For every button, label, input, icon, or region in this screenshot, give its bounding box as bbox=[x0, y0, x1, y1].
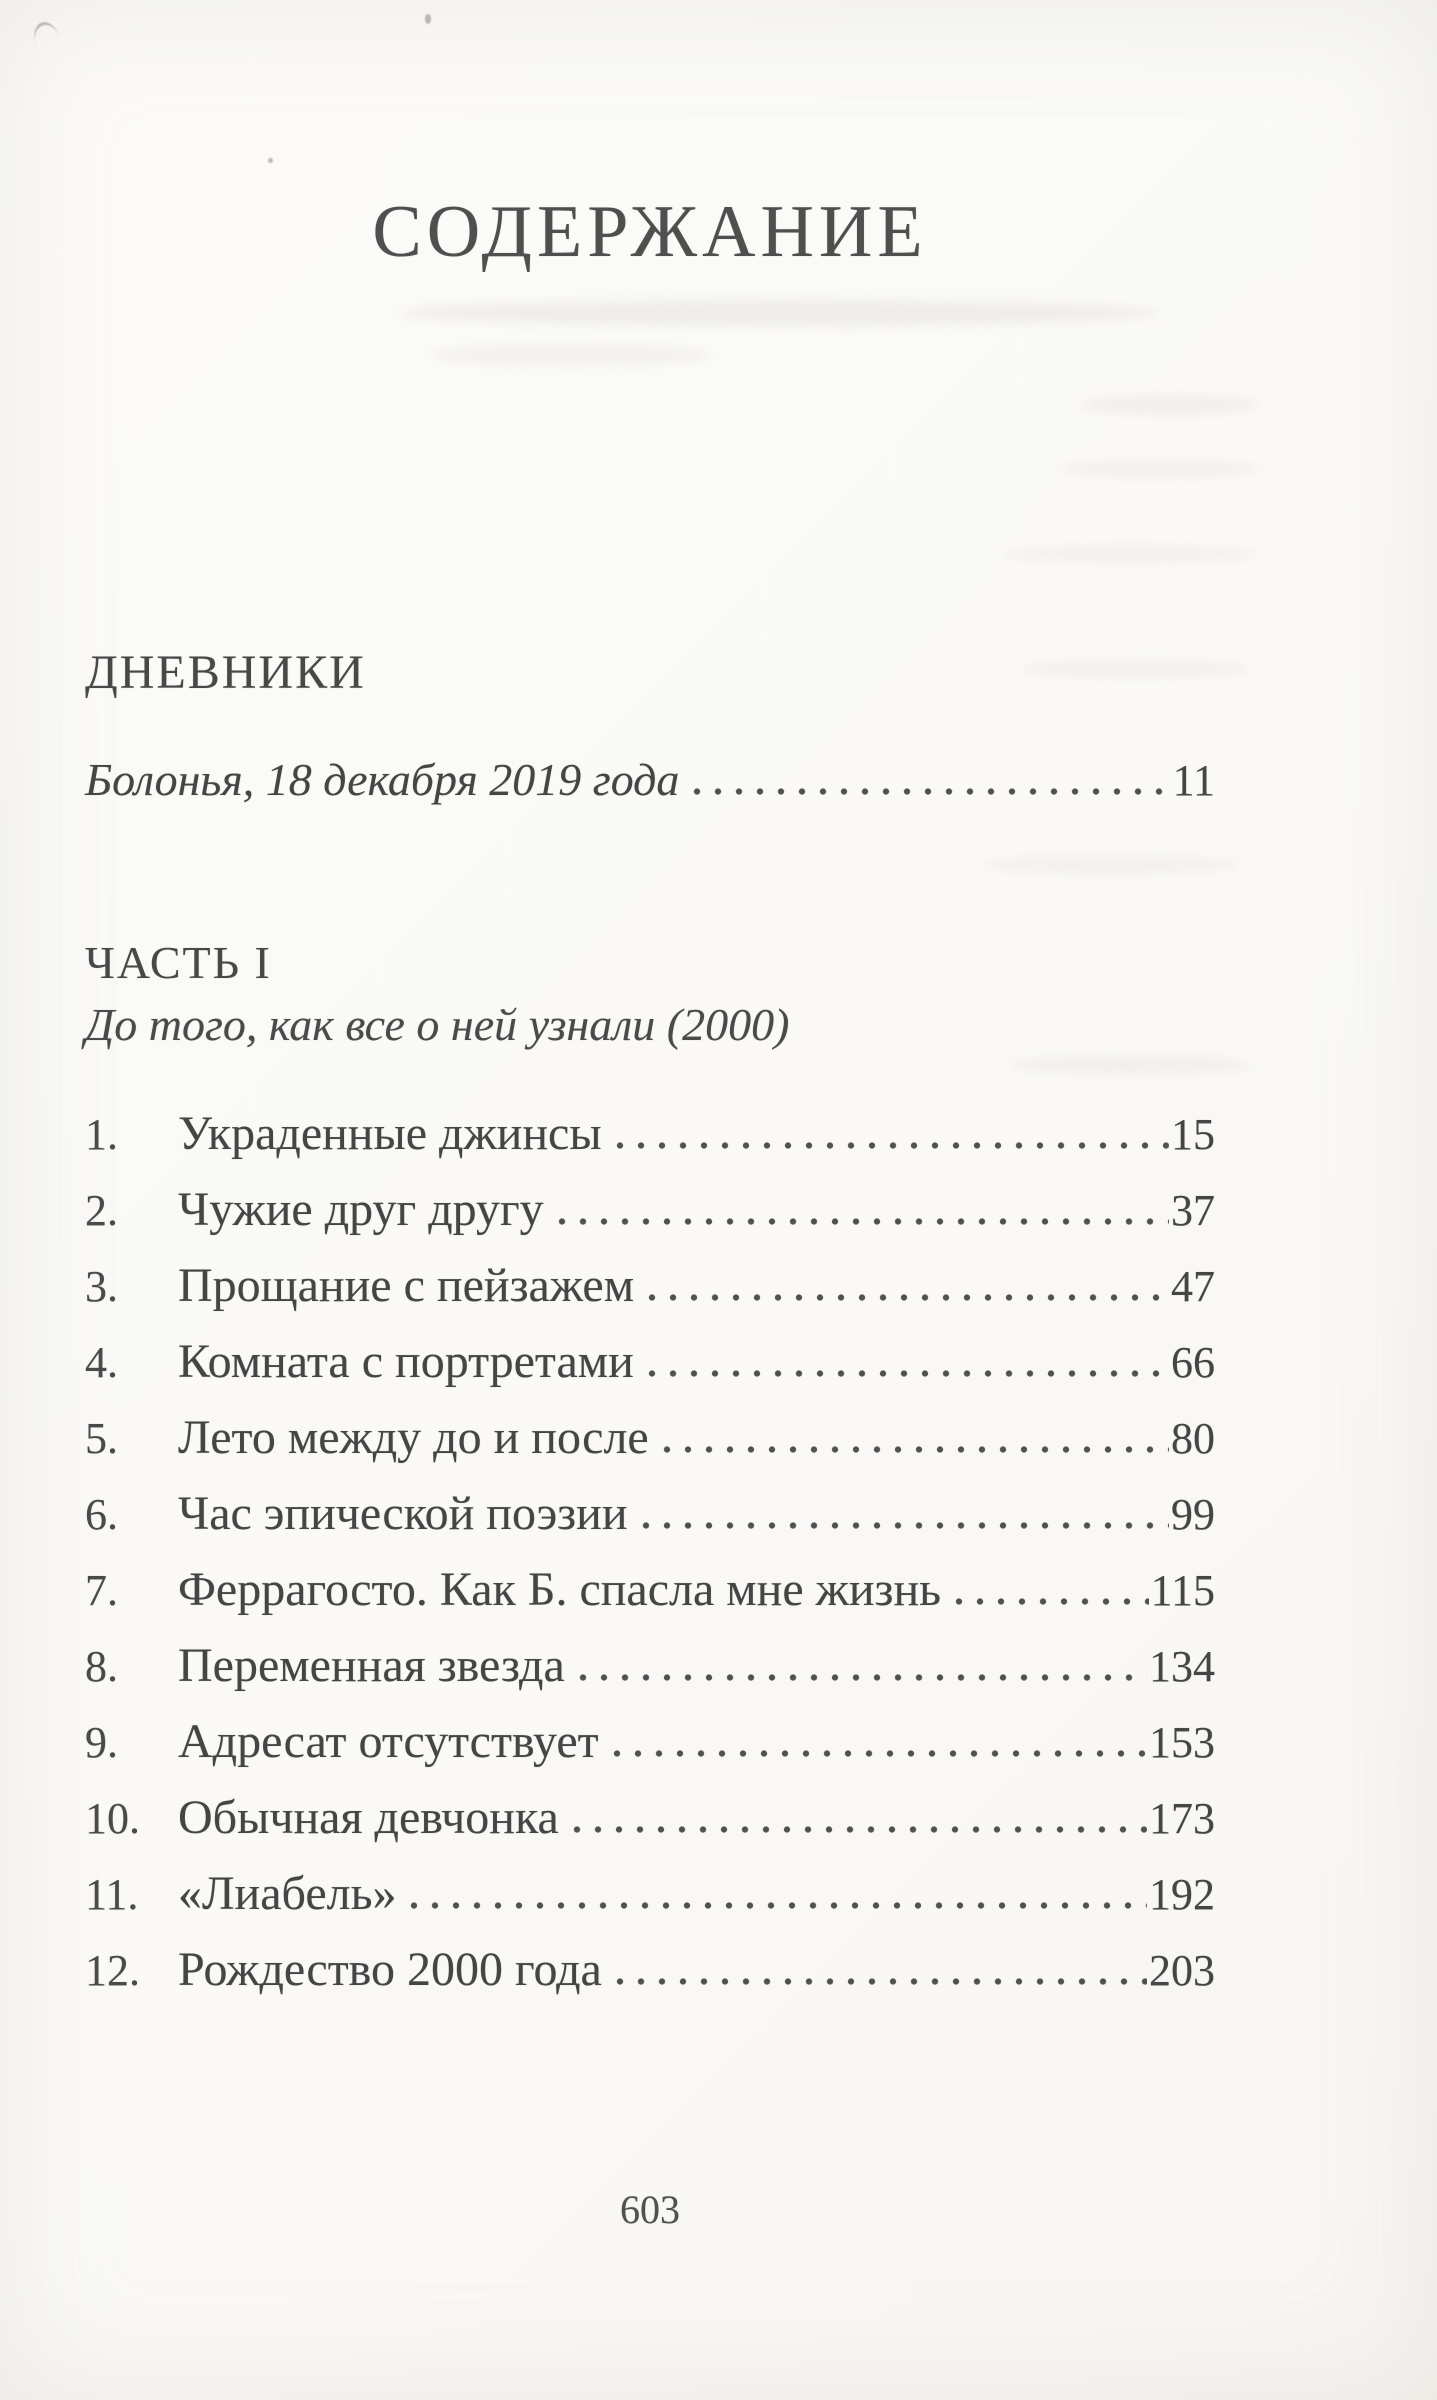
entry-page-number: 11 bbox=[1172, 756, 1215, 805]
dot-leader bbox=[659, 1446, 1169, 1453]
entry-title: «Лиабель» bbox=[178, 1867, 397, 1920]
toc-entry bbox=[85, 1248, 1215, 1324]
dot-leader bbox=[554, 1218, 1169, 1225]
dot-leader bbox=[575, 1674, 1147, 1681]
entry-page-number: 47 bbox=[1171, 1262, 1215, 1311]
toc-entry bbox=[85, 1704, 1215, 1780]
toc-entry bbox=[85, 1552, 1215, 1628]
toc-entry bbox=[85, 1324, 1215, 1400]
entry-title: Рождество 2000 года bbox=[178, 1943, 602, 1996]
entry-page-number: 15 bbox=[1171, 1110, 1215, 1159]
entry-page-number: 66 bbox=[1171, 1338, 1215, 1387]
entry-title: Переменная звезда bbox=[178, 1639, 565, 1692]
entry-number: 10. bbox=[85, 1794, 140, 1843]
dust-speck bbox=[268, 158, 273, 163]
toc-entry bbox=[85, 1932, 1215, 2008]
entry-page-number: 37 bbox=[1171, 1186, 1215, 1235]
page-title: СОДЕРЖАНИЕ bbox=[372, 191, 928, 273]
toc-entry bbox=[85, 1476, 1215, 1552]
entry-title: Адресат отсутствует bbox=[178, 1715, 599, 1768]
toc-list bbox=[85, 1096, 1215, 2008]
dot-leader bbox=[638, 1522, 1169, 1529]
entry-page-number: 99 bbox=[1171, 1490, 1215, 1539]
entry-title: Чужие друг другу bbox=[178, 1183, 544, 1236]
dot-leader bbox=[406, 1902, 1147, 1909]
toc-entry bbox=[85, 1172, 1215, 1248]
toc-entry-diary bbox=[85, 742, 1215, 819]
entry-number: 9. bbox=[85, 1718, 118, 1767]
folio-page-number: 603 bbox=[620, 2187, 680, 2232]
show-through-smudge bbox=[400, 300, 1160, 326]
entry-number: 12. bbox=[85, 1946, 140, 1995]
show-through-smudge bbox=[1000, 545, 1260, 563]
toc-entry bbox=[85, 1096, 1215, 1172]
show-through-smudge bbox=[1060, 460, 1260, 478]
section-heading-diaries: ДНЕВНИКИ bbox=[85, 646, 366, 699]
show-through-smudge bbox=[1080, 395, 1260, 415]
entry-title: Болонья, 18 декабря 2019 года bbox=[85, 754, 680, 805]
dust-speck bbox=[425, 14, 431, 24]
dot-leader bbox=[612, 1142, 1169, 1149]
entry-number: 1. bbox=[85, 1110, 118, 1159]
toc-entry bbox=[85, 1628, 1215, 1704]
dot-leader bbox=[569, 1826, 1147, 1833]
entry-number: 7. bbox=[85, 1566, 118, 1615]
dot-leader bbox=[644, 1294, 1169, 1301]
entry-page-number: 134 bbox=[1149, 1642, 1215, 1691]
dot-leader bbox=[644, 1370, 1169, 1377]
entry-number: 5. bbox=[85, 1414, 118, 1463]
part1-subtitle: До того, как все о ней узнали (2000) bbox=[85, 999, 790, 1050]
entry-number: 8. bbox=[85, 1642, 118, 1691]
dot-leader bbox=[609, 1750, 1147, 1757]
dot-leader bbox=[689, 788, 1170, 795]
entry-number: 4. bbox=[85, 1338, 118, 1387]
entry-page-number: 192 bbox=[1149, 1870, 1215, 1919]
entry-number: 6. bbox=[85, 1490, 118, 1539]
entry-number: 2. bbox=[85, 1186, 118, 1235]
toc-entry bbox=[85, 1780, 1215, 1856]
toc-entry bbox=[85, 1856, 1215, 1932]
entry-title: Комната с портретами bbox=[178, 1335, 634, 1388]
entry-title: Украденные джинсы bbox=[178, 1107, 602, 1160]
entry-title: Прощание с пейзажем bbox=[178, 1259, 635, 1312]
entry-number: 3. bbox=[85, 1262, 118, 1311]
dot-leader bbox=[951, 1598, 1149, 1605]
dot-leader bbox=[612, 1978, 1147, 1985]
entry-page-number: 173 bbox=[1149, 1794, 1215, 1843]
page-corner-mark bbox=[29, 18, 60, 46]
entry-title: Обычная девчонка bbox=[178, 1791, 559, 1844]
entry-title: Феррагосто. Как Б. спасла мне жизнь bbox=[178, 1563, 942, 1616]
show-through-smudge bbox=[980, 855, 1240, 875]
toc-entry bbox=[85, 1400, 1215, 1476]
entry-title: Час эпической поэзии bbox=[178, 1487, 628, 1540]
show-through-smudge bbox=[430, 345, 710, 365]
entry-number: 11. bbox=[85, 1870, 139, 1919]
entry-page-number: 115 bbox=[1150, 1566, 1215, 1615]
entry-page-number: 80 bbox=[1171, 1414, 1215, 1463]
entry-page-number: 153 bbox=[1149, 1718, 1215, 1767]
show-through-smudge bbox=[1010, 1055, 1250, 1075]
entry-page-number: 203 bbox=[1149, 1946, 1215, 1995]
section-heading-part1: ЧАСТЬ I bbox=[85, 937, 272, 988]
show-through-smudge bbox=[1020, 660, 1250, 678]
entry-title: Лето между до и после bbox=[178, 1411, 649, 1464]
